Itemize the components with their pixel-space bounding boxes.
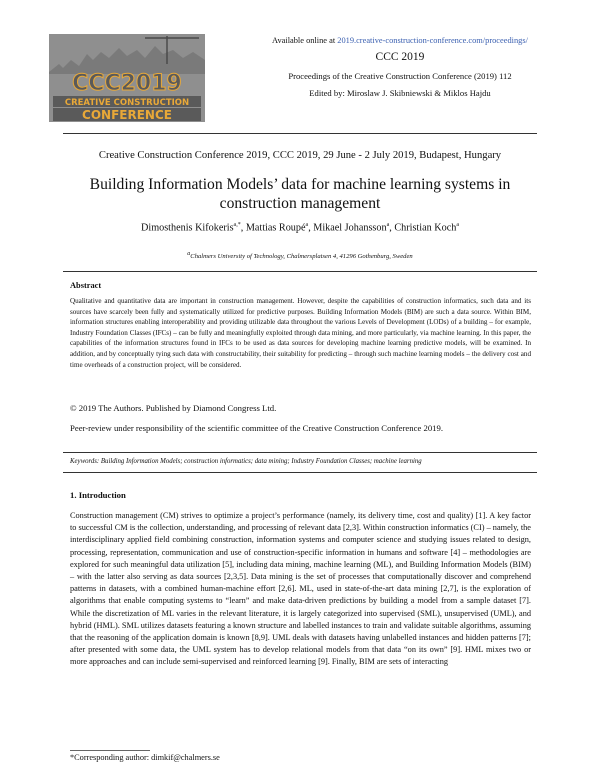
proceedings-line: Proceedings of the Creative Construction Conference (2019) 112	[288, 71, 512, 81]
editors-line: Edited by: Miroslaw J. Skibniewski & Miklos Hajdu	[309, 88, 491, 98]
conference-line: Creative Construction Conference 2019, CCC 2019, 29 June - 2 July 2019, Budapest, Hungary	[98, 150, 502, 161]
logo-line-2: CONFERENCE	[82, 108, 172, 122]
header-divider	[63, 133, 537, 134]
copyright-notice: © 2019 The Authors. Published by Diamond Congress Ltd.	[70, 403, 277, 413]
author-list: Dimosthenis Kifokeris$^{a,*}$, Mattias Roupé$^a$, Mikael Johansson$^a$, Christian Koch$^a$	[141, 222, 459, 234]
abstract-heading: Abstract	[70, 281, 102, 290]
available-online	[215, 36, 585, 45]
affiliation-mark: a	[187, 251, 191, 257]
paper-title: Building Information Models’ data for machine learning systems in construction management	[89, 176, 511, 212]
logo-line-1: CREATIVE CONSTRUCTION	[64, 98, 190, 108]
author-name: Christian Koch	[394, 222, 457, 234]
keywords: Keywords: Building Information Models; construction informatics; data mining; Industry Foundation Classes; machine learning	[70, 458, 422, 465]
author-mark: a,*	[233, 222, 241, 228]
author-mark: a	[456, 222, 459, 228]
ccc-2019-logo	[49, 34, 205, 122]
author-name: Mattias Roupé	[245, 222, 306, 234]
keywords-divider-top	[63, 452, 537, 453]
introduction-paragraph: Construction management (CM) strives to optimize a project’s performance (namely, its delivery time, cost and quality) [1]. A key factor to successful CM is the collection, understanding, and processing of relevant data [2,3]. Within construction informatics (CI) – namely, the interdisciplinary applied field combining construction, information systems and computer science and studying issues related to design, processing, representation, communication and use of construction-specific information in humans and software [4] – methodologies are explored for such meaningful data utilization [5], including data mining, machine learning (ML), and Building Information Models (BIM) – with the latter also serving as data sources [2,3,5]. Data mining is the set of processes that computationally discover and comprehend patterns in datasets, with a combined human-machine effort [2,6]. ML, used in state-of-the-art data mining [2,7], is the exploration of algorithms that enable computing systems to “learn” and make data-driven predictions by building a model from a sample dataset [7]. While the discretization of ML varies in the relevant literature, it is largely categorized into supervised (SML), unsupervised (UML), and hybrid (HML). SML utilizes datasets featuring a known structure and labelled instances to train and validate suitable algorithms, assuming that the reasoning of the application domain is known [8,9]. UML deals with datasets having unlabelled instances and hidden patterns [7]; after presented with some data, the UML system has to develop relational models from that data “on its own” [9]. HML mixes two or more approaches and can include semi-supervised and reinforced learning [9]. Finally, BIM are sets of interacting	[70, 511, 531, 667]
author-name: Dimosthenis Kifokeris	[141, 222, 234, 234]
affiliation-text: Chalmers University of Technology, Chalmersplatsen 4, 41296 Gothenburg, Sweden	[190, 253, 413, 261]
logo-big-text: CCC2019	[72, 71, 182, 96]
introduction-text	[70, 510, 531, 669]
abstract-divider	[63, 271, 537, 272]
available-prefix: Available online at	[272, 36, 338, 45]
introduction-heading: 1. Introduction	[70, 490, 126, 500]
author-mark: a	[386, 222, 390, 228]
keywords-divider-bottom	[63, 472, 537, 473]
conference-short-name: CCC 2019	[375, 51, 425, 63]
corresponding-author-footnote: *Corresponding author: dimkif@chalmers.se	[70, 753, 220, 762]
proceedings-link[interactable]: 2019.creative-construction-conference.com/proceedings/	[337, 36, 528, 45]
abstract-text: Qualitative and quantitative data are important in construction management. However, despite the capabilities of construction informatics, such data and its sources have scarcely been fully and systematically utilized for predictive purposes. Building Information Models (BIM) are such a data source. Within BIM, information structures enabling interoperability and providing utilizable data throughout the various Levels of Development (LODs) of a building – for example, Industry Foundation Classes (IFCs) – can be fully and meaningfully exploited through data mining, and more particularly, via machine learning. In this paper, the capabilities of the information structures found in IFCs to be used as data sources for developing machine learning predictive models, will be examined. In addition, and by conceptually tying such data with constructability, their suitability for predicting – through such machine learning models – the delivery cost and time overheads of a construction project, will be considered.	[70, 297, 531, 369]
footnote-divider	[70, 750, 150, 751]
affiliation	[0, 251, 600, 260]
peer-review-notice: Peer-review under responsibility of the scientific committee of the Creative Construction Conference 2019.	[70, 423, 444, 433]
author-mark: a	[305, 222, 309, 228]
author-name: Mikael Johansson	[313, 222, 387, 234]
